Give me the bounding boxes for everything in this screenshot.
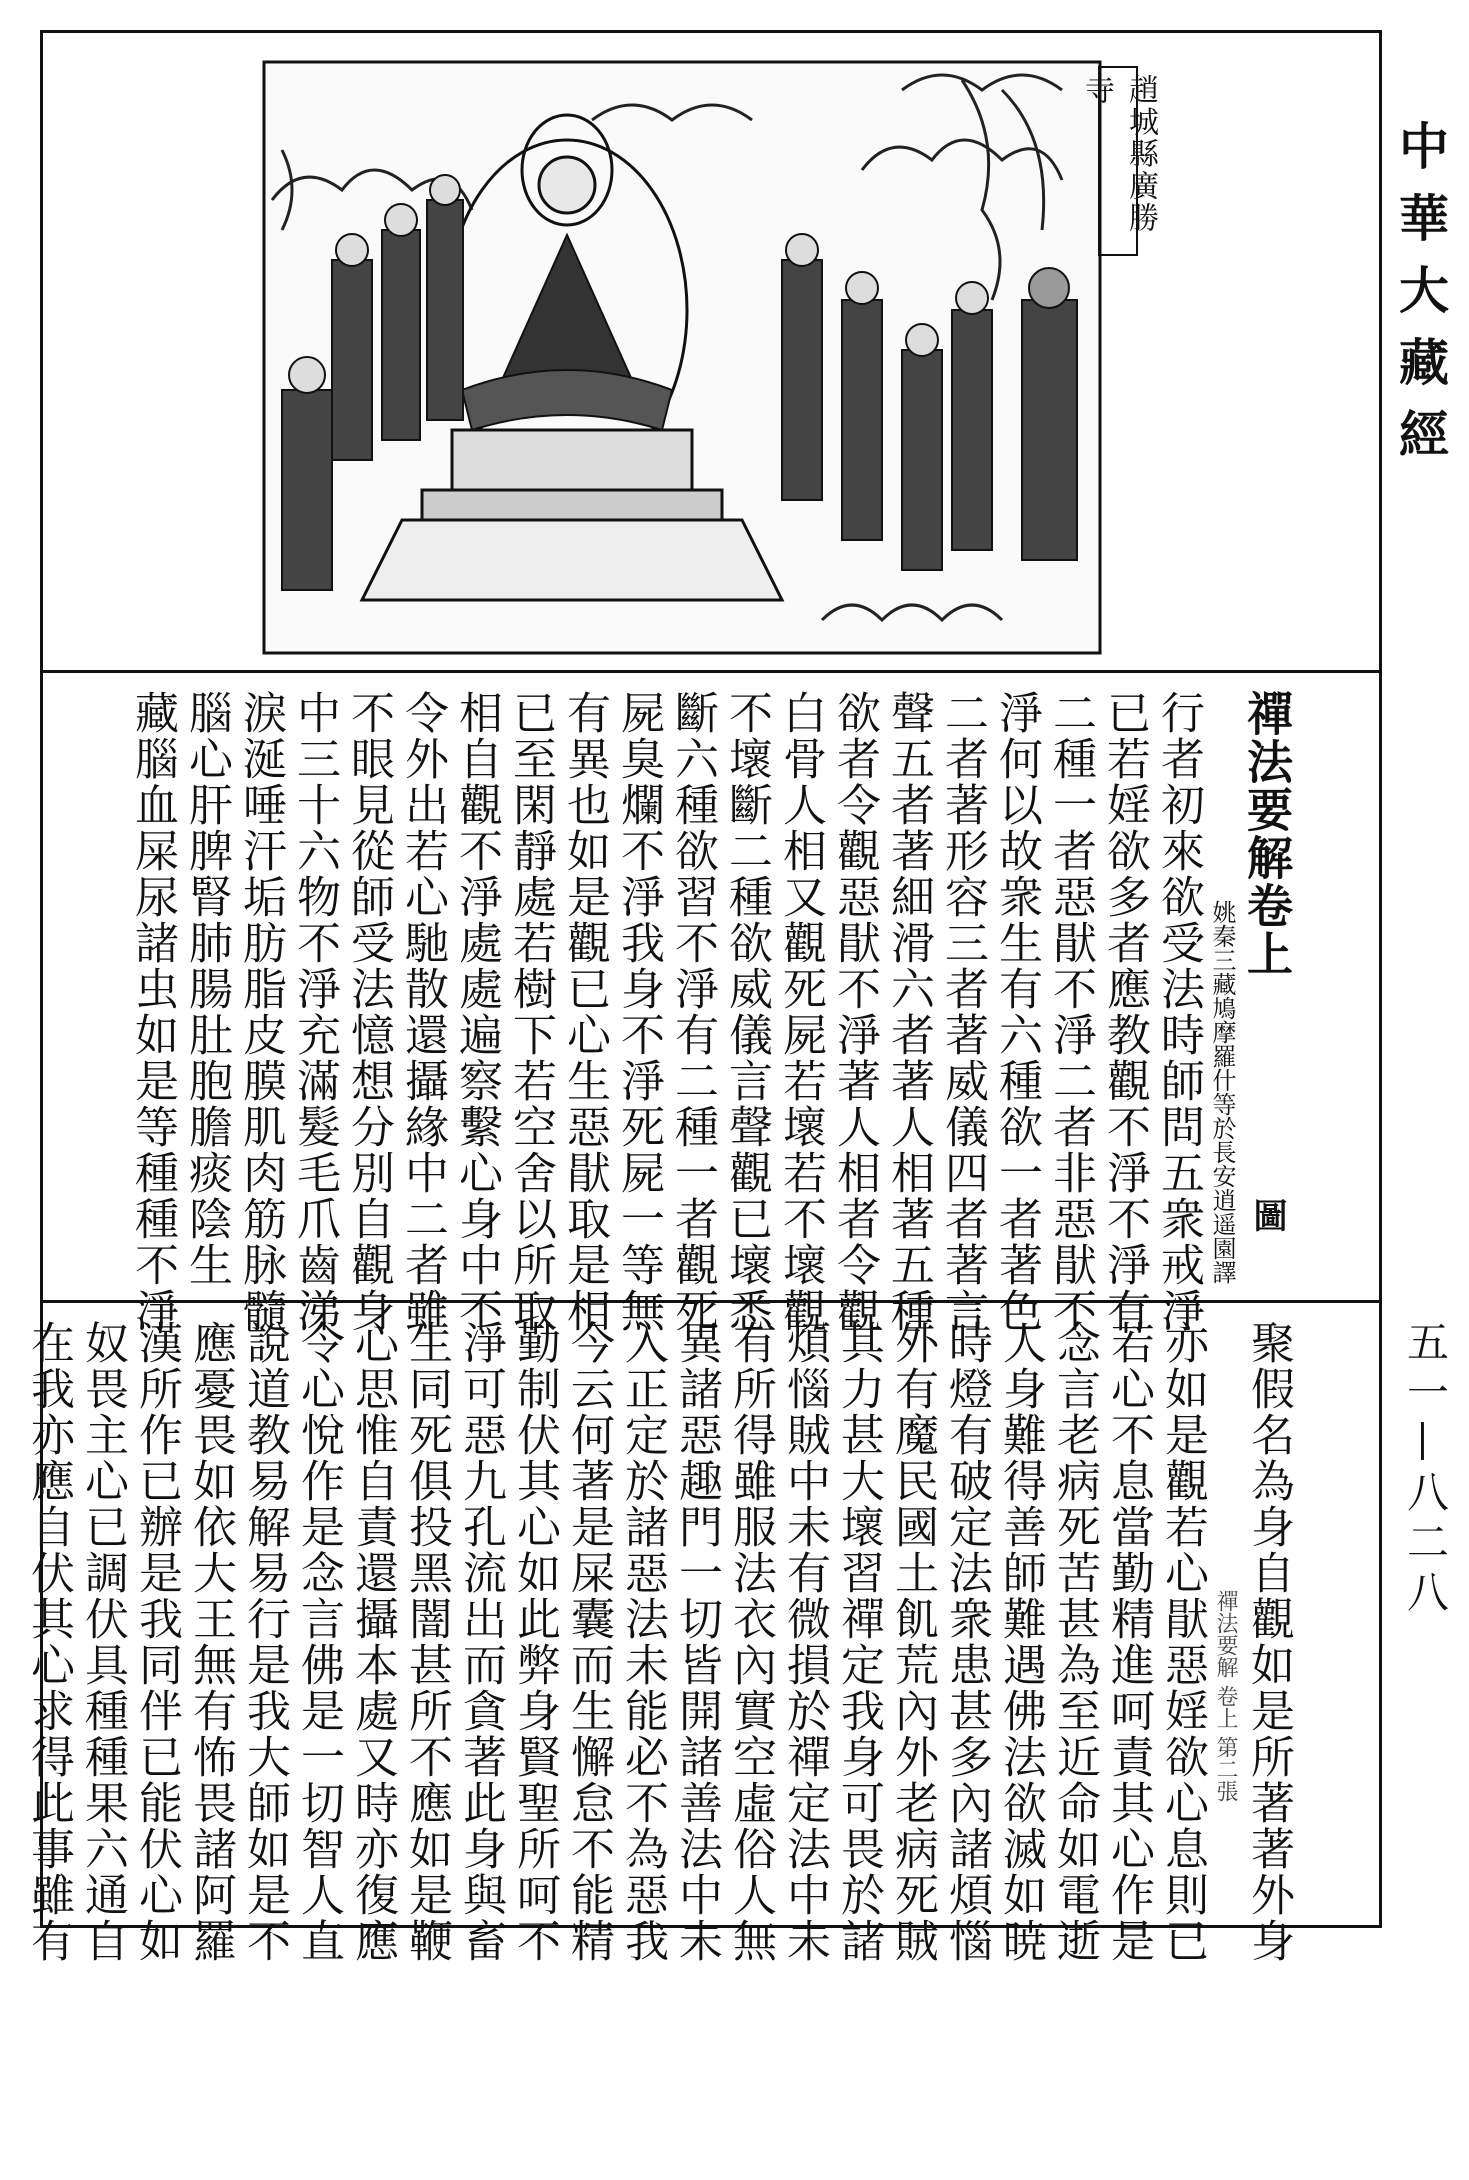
text-column: 聲五者著細滑六者著人相著五種 xyxy=(883,690,934,1334)
text-column: 生同死俱投黑闇甚所不應如是鞭 xyxy=(401,1320,452,1964)
text-column: 其力甚大壞習禪定我身可畏於諸 xyxy=(833,1320,884,1964)
text-column: 應憂畏如依大王無有怖畏諸阿羅 xyxy=(185,1320,236,1964)
text-column: 亦如是觀若心猒惡婬欲心息則已 xyxy=(1157,1320,1208,1964)
text-column: 令外出若心馳散還攝緣中二者雖 xyxy=(397,690,448,1334)
text-column: 煩惱賊中未有微損於禪定法中未 xyxy=(779,1320,830,1964)
text-column: 有所得雖服法衣內實空虛俗人無 xyxy=(725,1320,776,1964)
text-column: 屍臭爛不淨我身不淨死屍一等無 xyxy=(613,690,664,1334)
fold-label: 禪法要解 卷上 第二張 xyxy=(1213,1590,1238,1802)
text-column: 藏腦血屎尿諸虫如是等種種不淨 xyxy=(127,690,178,1334)
text-column: 二者著形容三者著威儀四者著言 xyxy=(937,690,988,1334)
text-column: 勤制伏其心如此弊身賢聖所呵不 xyxy=(509,1320,560,1964)
illustration-mark: 圖 xyxy=(1247,1198,1287,1234)
text-column: 白骨人相又觀死屍若壞若不壞觀 xyxy=(775,690,826,1334)
text-column: 已若婬欲多者應教觀不淨不淨有 xyxy=(1099,690,1150,1334)
frontispiece-woodcut xyxy=(262,60,1102,655)
text-column: 腦心肝脾腎肺腸肚胞膽痰陰生 xyxy=(181,690,232,1288)
text-column: 斷六種欲習不淨有二種一者觀死 xyxy=(667,690,718,1334)
text-column: 相自觀不淨處處遍察繫心身中不 xyxy=(451,690,502,1334)
text-column: 奴畏主心已調伏具種種果六通自 xyxy=(77,1320,128,1964)
text-column: 異諸惡趣門一切皆開諸善法中未 xyxy=(671,1320,722,1964)
text-column: 淚涎唾汗垢肪脂皮膜肌肉筋脉髓 xyxy=(235,690,286,1334)
text-column: 不眼見從師受法憶想分別自觀身 xyxy=(343,690,394,1334)
text-column: 聚假名為身自觀如是所著著外身 xyxy=(1243,1320,1294,1964)
text-column: 在我亦應自伏其心求得此事雖有 xyxy=(23,1320,74,1964)
text-column: 說道教易解易行是我大師如是不 xyxy=(239,1320,290,1964)
text-column: 淨可惡九孔流出而貪著此身與畜 xyxy=(455,1320,506,1964)
collection-title: 中華大藏經 xyxy=(1391,120,1449,480)
text-column: 外有魔民國土飢荒內外老病死賊 xyxy=(887,1320,938,1964)
text-column: 漢所作已辦是我同伴已能伏心如 xyxy=(131,1320,182,1964)
text-column: 心思惟自責還攝本處又時亦復應 xyxy=(347,1320,398,1964)
text-panel-upper xyxy=(127,690,1294,1334)
text-column: 有異也如是觀已心生惡猒取是相 xyxy=(559,690,610,1334)
text-column: 欲者令觀惡猒不淨著人相者令觀 xyxy=(829,690,880,1334)
page-number: 五一—八二八 xyxy=(1401,1320,1450,1620)
temple-caption: 趙城縣廣勝 xyxy=(1098,66,1138,256)
panel-divider-upper xyxy=(40,670,1382,673)
text-column: 時燈有破定法衆患甚多內諸煩惱 xyxy=(941,1320,992,1964)
text-column: 二種一者惡猒不淨二者非惡猒不 xyxy=(1045,690,1096,1334)
text-column: 今云何著是屎囊而生懈怠不能精 xyxy=(563,1320,614,1964)
text-column: 淨何以故衆生有六種欲一者著色 xyxy=(991,690,1042,1334)
text-column: 念言老病死苦甚為至近命如電逝 xyxy=(1049,1320,1100,1964)
scripture-title: 禪法要解卷上圖 xyxy=(1240,690,1294,1234)
text-column: 入正定於諸惡法未能必不為惡我 xyxy=(617,1320,668,1964)
text-column: 中三十六物不淨充滿髮毛爪齒涕 xyxy=(289,690,340,1334)
text-column: 已至閑靜處若樹下若空舍以所取 xyxy=(505,690,556,1334)
text-panel-lower xyxy=(23,1320,1294,1964)
text-column: 人身難得善師難遇佛法欲滅如暁 xyxy=(995,1320,1046,1964)
text-column: 令心悅作是念言佛是一切智人直 xyxy=(293,1320,344,1964)
text-column: 行者初來欲受法時師問五衆戒淨 xyxy=(1153,690,1204,1334)
text-column: 不壞斷二種欲威儀言聲觀已壞悉 xyxy=(721,690,772,1334)
text-column: 若心不息當勤精進呵責其心作是 xyxy=(1103,1320,1154,1964)
translator-line: 姚秦三藏鳩摩羅什等於長安逍遥園譯 xyxy=(1208,900,1236,1284)
